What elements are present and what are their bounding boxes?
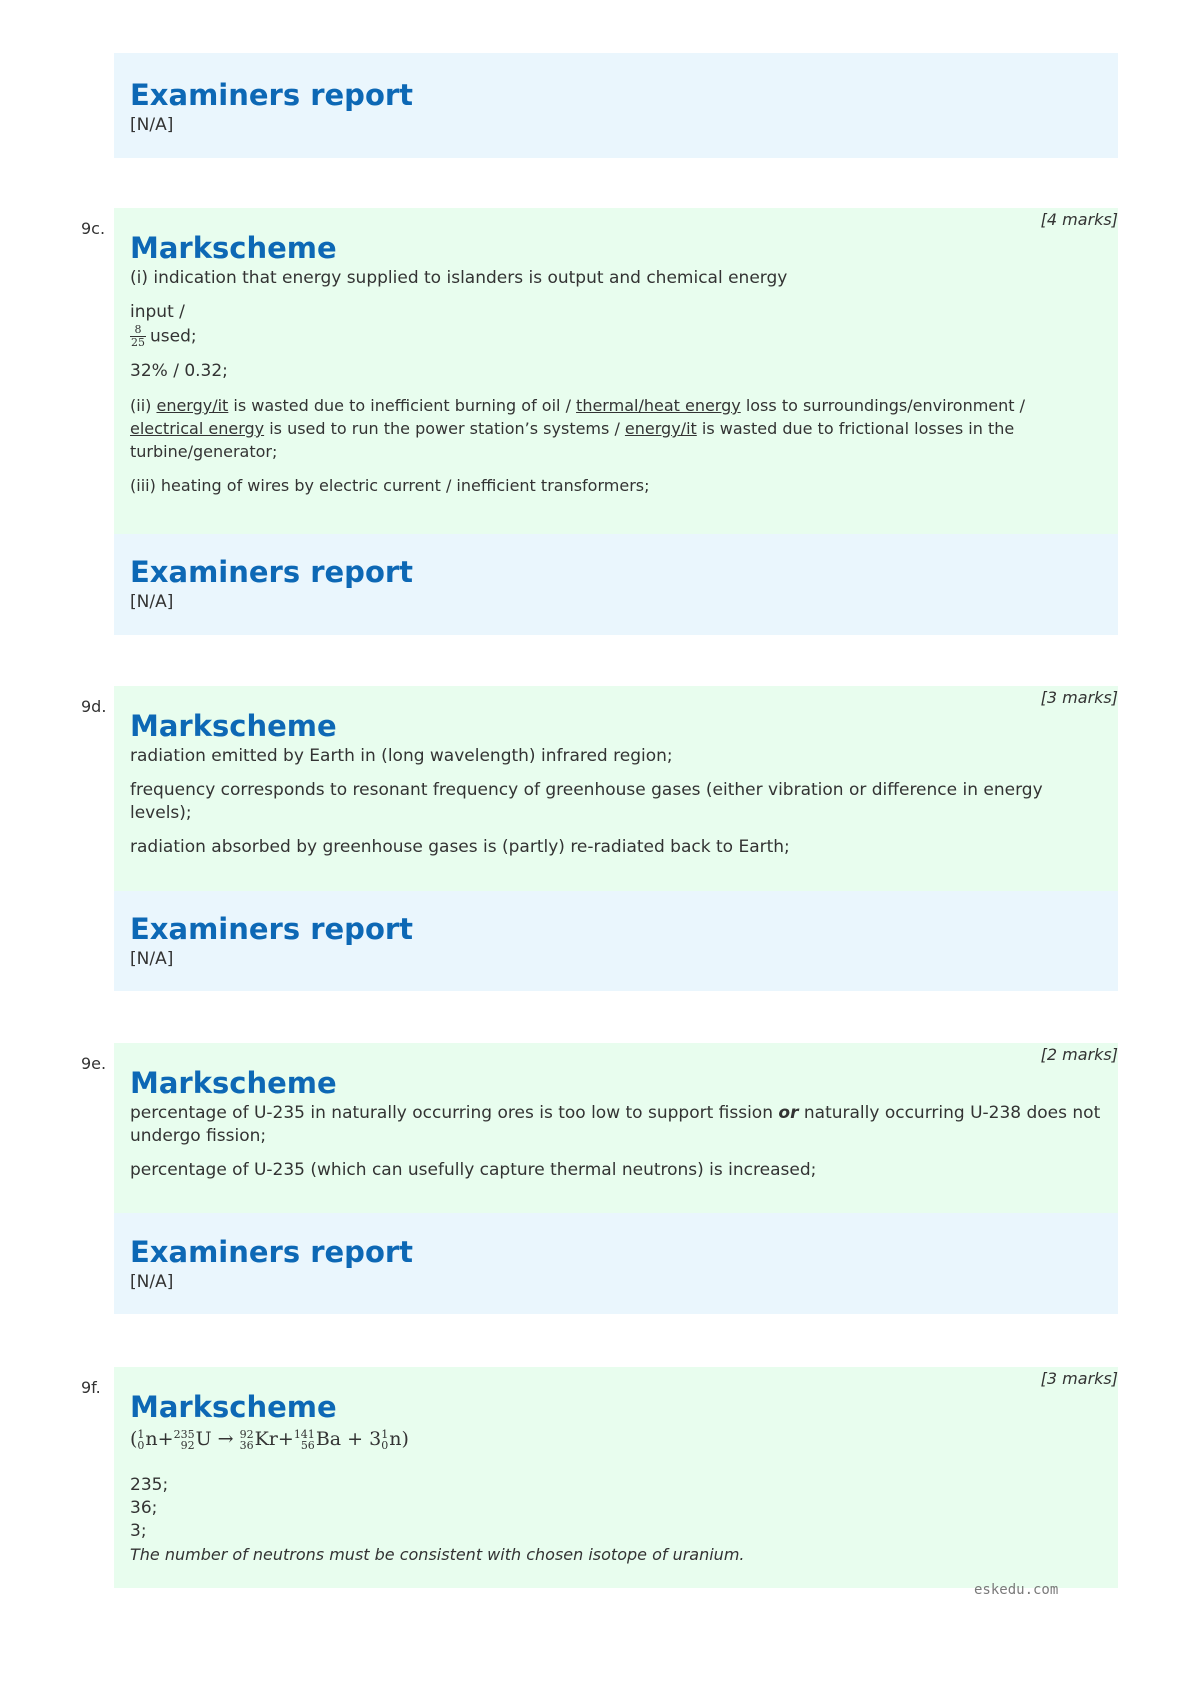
examiners-report-heading: Examiners report — [130, 1235, 414, 1269]
marks-9d: [3 marks] — [1040, 688, 1118, 707]
markscheme-9f-note: The number of neutrons must be consistent with chosen isotope of uranium. — [130, 1545, 745, 1564]
markscheme-9c-part-ii: (ii) energy/it is wasted due to inefficient burning of oil / thermal/heat energy loss to surroundings/environment / electrical energy is used to run the power station’s systems / energy/it is wasted due to frictional losses in the turbine/generator; — [130, 396, 1026, 461]
question-number-9d: 9d. — [81, 697, 107, 716]
markscheme-9f — [114, 1367, 1118, 1588]
markscheme-9c-line-2b: $\frac{8}{25}$ used; — [131, 323, 197, 349]
examiners-report-heading: Examiners report — [130, 912, 414, 946]
markscheme-heading: Markscheme — [130, 231, 337, 265]
marks-9e: [2 marks] — [1040, 1045, 1118, 1064]
markscheme-9e — [114, 1043, 1118, 1213]
markscheme-9f-answer-3: 3; — [130, 1521, 147, 1541]
markscheme-9d-line-1: radiation emitted by Earth in (long wavelength) infrared region; — [130, 746, 673, 766]
markscheme-9d-line-2: frequency corresponds to resonant frequency of greenhouse gases (either vibration or difference in energy levels); — [130, 780, 1043, 823]
examiners-report-9d — [114, 891, 1118, 991]
examiners-report-heading: Examiners report — [130, 78, 414, 112]
marks-9c: [4 marks] — [1040, 210, 1118, 229]
markscheme-9f-answer-2: 36; — [130, 1498, 158, 1518]
question-number-9f: 9f. — [81, 1378, 101, 1397]
markscheme-9f-answer-1: 235; — [130, 1475, 169, 1495]
markscheme-9c — [114, 208, 1118, 534]
examiners-report-9b — [114, 53, 1118, 158]
markscheme-9c-line-1: (i) indication that energy supplied to islanders is output and chemical energy — [130, 268, 788, 288]
markscheme-9d — [114, 686, 1118, 891]
examiners-report-9c — [114, 534, 1118, 635]
examiners-report-text: [N/A] — [130, 949, 174, 969]
markscheme-9c-line-2a: input / — [130, 302, 185, 322]
question-number-9e: 9e. — [81, 1054, 107, 1073]
nuclear-equation: ( 1 0 n+ 235 92 U → 92 36 Kr+ 141 56 Ba + 3 1 0 n) — [130, 1428, 409, 1452]
markscheme-heading: Markscheme — [130, 1390, 337, 1424]
markscheme-9c-line-3: 32% / 0.32; — [130, 361, 228, 381]
examiners-report-text: [N/A] — [130, 1272, 174, 1292]
examiners-report-text: [N/A] — [130, 592, 174, 612]
markscheme-heading: Markscheme — [130, 1066, 337, 1100]
markscheme-9e-line-1: percentage of U-235 in naturally occurring ores is too low to support fission or naturally occurring U-238 does not undergo fission; — [130, 1103, 1101, 1146]
watermark-footer: eskedu.com — [974, 1582, 1059, 1598]
markscheme-9c-part-iii: (iii) heating of wires by electric current / inefficient transformers; — [130, 476, 650, 495]
examiners-report-9e — [114, 1213, 1118, 1314]
markscheme-heading: Markscheme — [130, 709, 337, 743]
markscheme-9d-line-3: radiation absorbed by greenhouse gases is (partly) re-radiated back to Earth; — [130, 837, 790, 857]
question-number-9c: 9c. — [81, 219, 106, 238]
examiners-report-heading: Examiners report — [130, 555, 414, 589]
fraction-8-25: $\frac{8}{25}$ — [131, 323, 145, 349]
marks-9f: [3 marks] — [1040, 1369, 1118, 1388]
examiners-report-text: [N/A] — [130, 115, 174, 135]
markscheme-9e-line-2: percentage of U-235 (which can usefully capture thermal neutrons) is increased; — [130, 1160, 817, 1180]
